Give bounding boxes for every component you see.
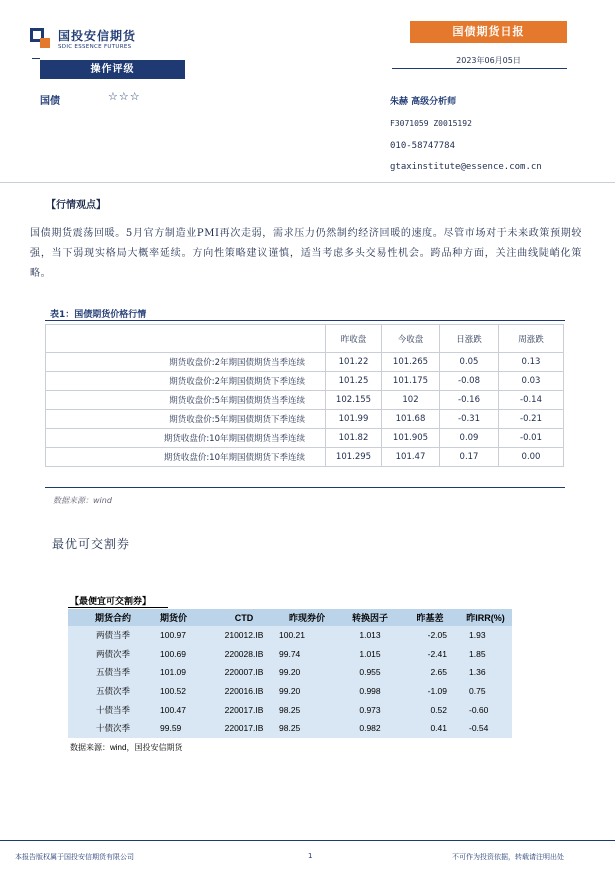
table-cell: 0.05	[440, 353, 499, 372]
report-title-banner: 国债期货日报	[410, 21, 567, 43]
table-header-cell: 日涨跌	[440, 325, 499, 353]
table-cell: 99.74	[275, 645, 339, 664]
logo-english-text: SDIC ESSENCE FUTURES	[58, 44, 132, 50]
table-cell: 两债当季	[68, 626, 158, 645]
logo-chinese-text: 国投安信期货	[58, 29, 137, 43]
table-cell: 101.175	[382, 372, 440, 391]
table-cell: 220017.IB	[213, 700, 275, 719]
table-cell: -2.05	[401, 626, 459, 645]
table-cell: 0.13	[499, 353, 564, 372]
table-cell: 101.905	[382, 429, 440, 448]
table-cell: -0.16	[440, 391, 499, 410]
analyst-name: 朱赫 高级分析师	[390, 97, 457, 107]
ctd-table-title: 【最便宜可交割券】	[70, 597, 152, 607]
report-date: 2023年06月05日	[456, 56, 521, 65]
footer-divider	[0, 840, 615, 841]
table-header-cell	[46, 325, 326, 353]
rating-label: 国债	[40, 96, 60, 107]
table-cell: 期货收盘价:5年期国债期货下季连续	[46, 410, 326, 429]
table-header-cell: 今收盘	[382, 325, 440, 353]
table-cell: 102	[382, 391, 440, 410]
table-cell: 十债当季	[68, 700, 158, 719]
table-header-row	[68, 609, 512, 626]
sdic-logo-icon	[30, 28, 50, 48]
table-cell: -0.08	[440, 372, 499, 391]
table-cell: 101.99	[326, 410, 382, 429]
table-cell: 101.22	[326, 353, 382, 372]
table-header-cell: 周涨跌	[499, 325, 564, 353]
ctd-title-underline	[68, 607, 168, 608]
table-row	[68, 719, 512, 738]
table-row	[46, 429, 564, 448]
table1-top-rule	[45, 320, 565, 321]
header-divider	[0, 182, 615, 183]
table-header-cell: 昨现券价	[275, 609, 339, 626]
table-cell: 期货收盘价:2年期国债期货下季连续	[46, 372, 326, 391]
company-logo	[30, 24, 140, 56]
table-cell: 期货收盘价:10年期国债期货下季连续	[46, 448, 326, 467]
table-cell: 220028.IB	[213, 645, 275, 664]
table-cell: 220007.IB	[213, 663, 275, 682]
table-cell: -0.31	[440, 410, 499, 429]
viewpoint-paragraph: 国债期货震荡回暖。5月官方制造业PMI再次走弱，需求压力仍然制约经济回暖的速度。尽管市场对于未来政策预期较强，当下弱现实格局大概率延续。方向性策略建议谨慎，适当考虑多头交易性机会。跨品种方面，关注曲线陡峭化策略。	[30, 228, 582, 279]
table-cell: 101.265	[382, 353, 440, 372]
table-cell: 220016.IB	[213, 682, 275, 701]
table-row	[68, 682, 512, 701]
table-cell: 101.68	[382, 410, 440, 429]
table-cell: 五债次季	[68, 682, 158, 701]
table-header-cell: CTD	[213, 609, 275, 626]
table-header-cell: 昨IRR(%)	[459, 609, 512, 626]
table-cell: 99.20	[275, 663, 339, 682]
table-cell: 0.41	[401, 719, 459, 738]
table-cell: 98.25	[275, 700, 339, 719]
table-cell: 98.25	[275, 719, 339, 738]
table-cell: 1.93	[459, 626, 512, 645]
table-cell: 期货收盘价:5年期国债期货当季连续	[46, 391, 326, 410]
operation-rule	[32, 58, 40, 59]
table-cell: 100.97	[158, 626, 213, 645]
operation-rating-banner: 操作评级	[40, 60, 185, 79]
table1-title: 表1：国债期货价格行情	[50, 310, 147, 320]
date-divider	[392, 68, 567, 69]
table-header-cell: 期货合约	[68, 609, 158, 626]
table-cell: 0.973	[339, 700, 401, 719]
table-cell: 2.65	[401, 663, 459, 682]
table-cell: -0.60	[459, 700, 512, 719]
table1-bottom-rule	[45, 487, 565, 488]
table-header-cell: 昨基差	[401, 609, 459, 626]
viewpoint-heading: 【行情观点】	[46, 200, 106, 211]
table-cell: 五债当季	[68, 663, 158, 682]
table-row	[68, 626, 512, 645]
table-cell: 1.013	[339, 626, 401, 645]
table-header-cell: 转换因子	[339, 609, 401, 626]
ctd-table-source: 数据来源：wind，国投安信期货	[70, 743, 183, 752]
footer-disclaimer: 不可作为投资依据，转载请注明出处	[452, 853, 564, 861]
table-header-cell: 昨收盘	[326, 325, 382, 353]
table-cell: 99.20	[275, 682, 339, 701]
table-cell: 1.85	[459, 645, 512, 664]
table-cell: 0.998	[339, 682, 401, 701]
table-cell: -2.41	[401, 645, 459, 664]
footer-copyright: 本报告版权属于国投安信期货有限公司	[15, 853, 134, 861]
table-cell: -1.09	[401, 682, 459, 701]
table-row	[68, 663, 512, 682]
table-row	[68, 645, 512, 664]
table-cell: 101.09	[158, 663, 213, 682]
table-cell: 0.982	[339, 719, 401, 738]
analyst-license: F3071059 Z0015192	[390, 119, 472, 128]
table-row	[46, 448, 564, 467]
table-cell: 1.015	[339, 645, 401, 664]
table-cell: 100.69	[158, 645, 213, 664]
rating-stars: ☆☆☆	[108, 90, 141, 103]
table-cell: 100.47	[158, 700, 213, 719]
table-cell: -0.54	[459, 719, 512, 738]
table-cell: 0.52	[401, 700, 459, 719]
table-row	[46, 391, 564, 410]
ctd-section-heading: 最优可交割券	[52, 537, 131, 551]
analyst-phone: 010-58747784	[390, 141, 456, 151]
table-cell: 0.09	[440, 429, 499, 448]
table-row	[46, 372, 564, 391]
table-cell: 0.03	[499, 372, 564, 391]
table-cell: -0.01	[499, 429, 564, 448]
table-header-row	[46, 325, 564, 353]
table-cell: 99.59	[158, 719, 213, 738]
table1-source: 数据来源：wind	[53, 496, 112, 505]
futures-price-table	[45, 324, 564, 467]
table-cell: 0.75	[459, 682, 512, 701]
table-cell: 两债次季	[68, 645, 158, 664]
table-cell: 期货收盘价:2年期国债期货当季连续	[46, 353, 326, 372]
table-cell: -0.21	[499, 410, 564, 429]
analyst-email[interactable]: gtaxinstitute@essence.com.cn	[390, 162, 542, 172]
table-cell: 0.00	[499, 448, 564, 467]
table-row	[46, 410, 564, 429]
footer-page-number: 1	[308, 852, 313, 860]
table-row	[68, 700, 512, 719]
table-cell: 101.47	[382, 448, 440, 467]
table-cell: 100.52	[158, 682, 213, 701]
table-cell: 0.955	[339, 663, 401, 682]
table-cell: 210012.IB	[213, 626, 275, 645]
table-cell: 101.82	[326, 429, 382, 448]
table-cell: 0.17	[440, 448, 499, 467]
table-cell: 十债次季	[68, 719, 158, 738]
table-header-cell: 期货价	[158, 609, 213, 626]
table-row	[46, 353, 564, 372]
table-cell: 100.21	[275, 626, 339, 645]
table-cell: 101.25	[326, 372, 382, 391]
table-cell: -0.14	[499, 391, 564, 410]
table-cell: 期货收盘价:10年期国债期货当季连续	[46, 429, 326, 448]
table-cell: 102.155	[326, 391, 382, 410]
ctd-table	[68, 609, 512, 738]
table-cell: 101.295	[326, 448, 382, 467]
table-cell: 1.36	[459, 663, 512, 682]
table-cell: 220017.IB	[213, 719, 275, 738]
